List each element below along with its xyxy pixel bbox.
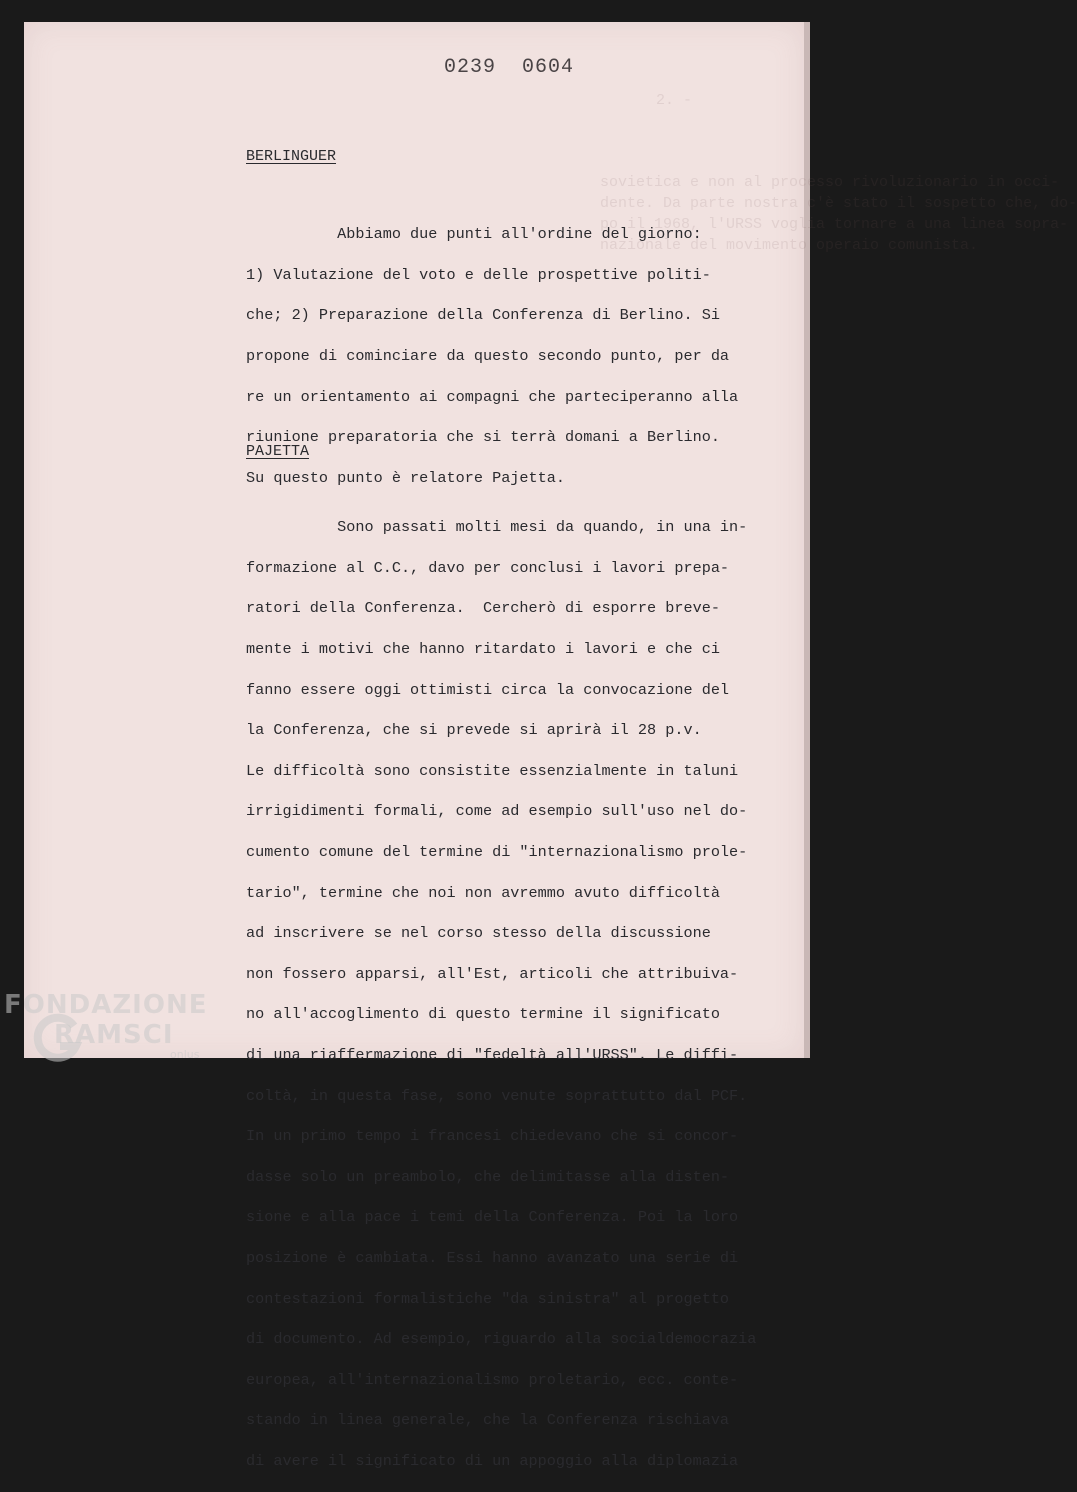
watermark-sub: onlus: [170, 1048, 200, 1061]
text-line: irrigidimenti formali, come ad esempio sull'uso nel do-: [246, 802, 748, 821]
text-line: tario", termine che noi non avremmo avuto difficoltà: [246, 883, 720, 902]
text-line: propone di cominciare da questo secondo punto, per da: [246, 347, 730, 366]
text-line: europea, all'internazionalismo proletario, ecc. conte-: [246, 1370, 739, 1389]
text-line: In un primo tempo i francesi chiedevano che si concor-: [246, 1127, 739, 1146]
text-line: di avere il significato di un appoggio alla diplomazia: [246, 1451, 739, 1470]
text-line: dasse solo un preambolo, che delimitasse alla disten-: [246, 1167, 730, 1186]
text-line: coltà, in questa fase, sono venute soprattutto dal PCF.: [246, 1086, 748, 1105]
fondazione-gramsci-watermark: [4, 990, 234, 1070]
text-line: non fossero apparsi, all'Est, articoli che attribuiva-: [246, 964, 739, 983]
watermark-line-1: FONDAZIONE: [4, 990, 208, 1020]
archive-number-part-2: 0604: [522, 56, 575, 79]
text-line: 1) Valutazione del voto e delle prospettive politi-: [246, 265, 711, 284]
text-line: posizione è cambiata. Essi hanno avanzato una serie di: [246, 1248, 739, 1267]
text-line: formazione al C.C., davo per conclusi i lavori prepa-: [246, 558, 730, 577]
text-line: Su questo punto è relatore Pajetta.: [246, 468, 565, 487]
text-line: re un orientamento ai compagni che parteciperanno alla: [246, 387, 739, 406]
berlinguer-paragraph: [246, 204, 806, 508]
text-line: ratori della Conferenza. Cercherò di esporre breve-: [246, 599, 720, 618]
text-line: ad inscrivere se nel corso stesso della discussione: [246, 924, 711, 943]
text-line: riunione preparatoria che si terrà domani a Berlino.: [246, 428, 720, 447]
speaker-berlinguer: BERLINGUER: [246, 148, 337, 165]
bleed-through-page-mark: 2. -: [656, 92, 693, 109]
text-line: sione e alla pace i temi della Conferenza. Poi la loro: [246, 1208, 739, 1227]
text-line: contestazioni formalistiche "da sinistra" al progetto: [246, 1289, 730, 1308]
text-line: Abbiamo due punti all'ordine del giorno:: [246, 225, 702, 244]
archive-number-part-1: 0239: [444, 56, 497, 79]
text-line: di documento. Ad esempio, riguardo alla socialdemocrazia: [246, 1330, 757, 1349]
watermark-line-2: RAMSCI: [54, 1020, 174, 1050]
pajetta-paragraph: [246, 497, 806, 1492]
text-line: la Conferenza, che si prevede si aprirà il 28 p.v.: [246, 721, 702, 740]
text-line: mente i motivi che hanno ritardato i lavori e che ci: [246, 640, 720, 659]
archive-number: [444, 56, 600, 79]
text-line: fanno essere oggi ottimisti circa la convocazione del: [246, 680, 730, 699]
bleed-through-text: sovietica e non al processo rivoluzionario in occi- dente. Da parte nostra c'è stato il sospetto che, do- po il 1968, l'URSS voglia tornare a una linea sopra- nazionale del movimento operaio comunista.: [600, 174, 1077, 254]
text-line: che; 2) Preparazione della Conferenza di Berlino. Si: [246, 306, 720, 325]
text-line: no all'accoglimento di questo termine il significato: [246, 1005, 720, 1024]
text-line: Le difficoltà sono consistite essenzialmente in taluni: [246, 761, 739, 780]
text-line: stando in linea generale, che la Conferenza rischiava: [246, 1411, 730, 1430]
text-line: cumento comune del termine di "internazionalismo prole-: [246, 843, 748, 862]
speaker-pajetta: PAJETTA: [246, 443, 310, 460]
text-line: Sono passati molti mesi da quando, in una in-: [246, 518, 748, 537]
text-line: di una riaffermazione di "fedeltà all'URSS". Le diffi-: [246, 1046, 739, 1065]
